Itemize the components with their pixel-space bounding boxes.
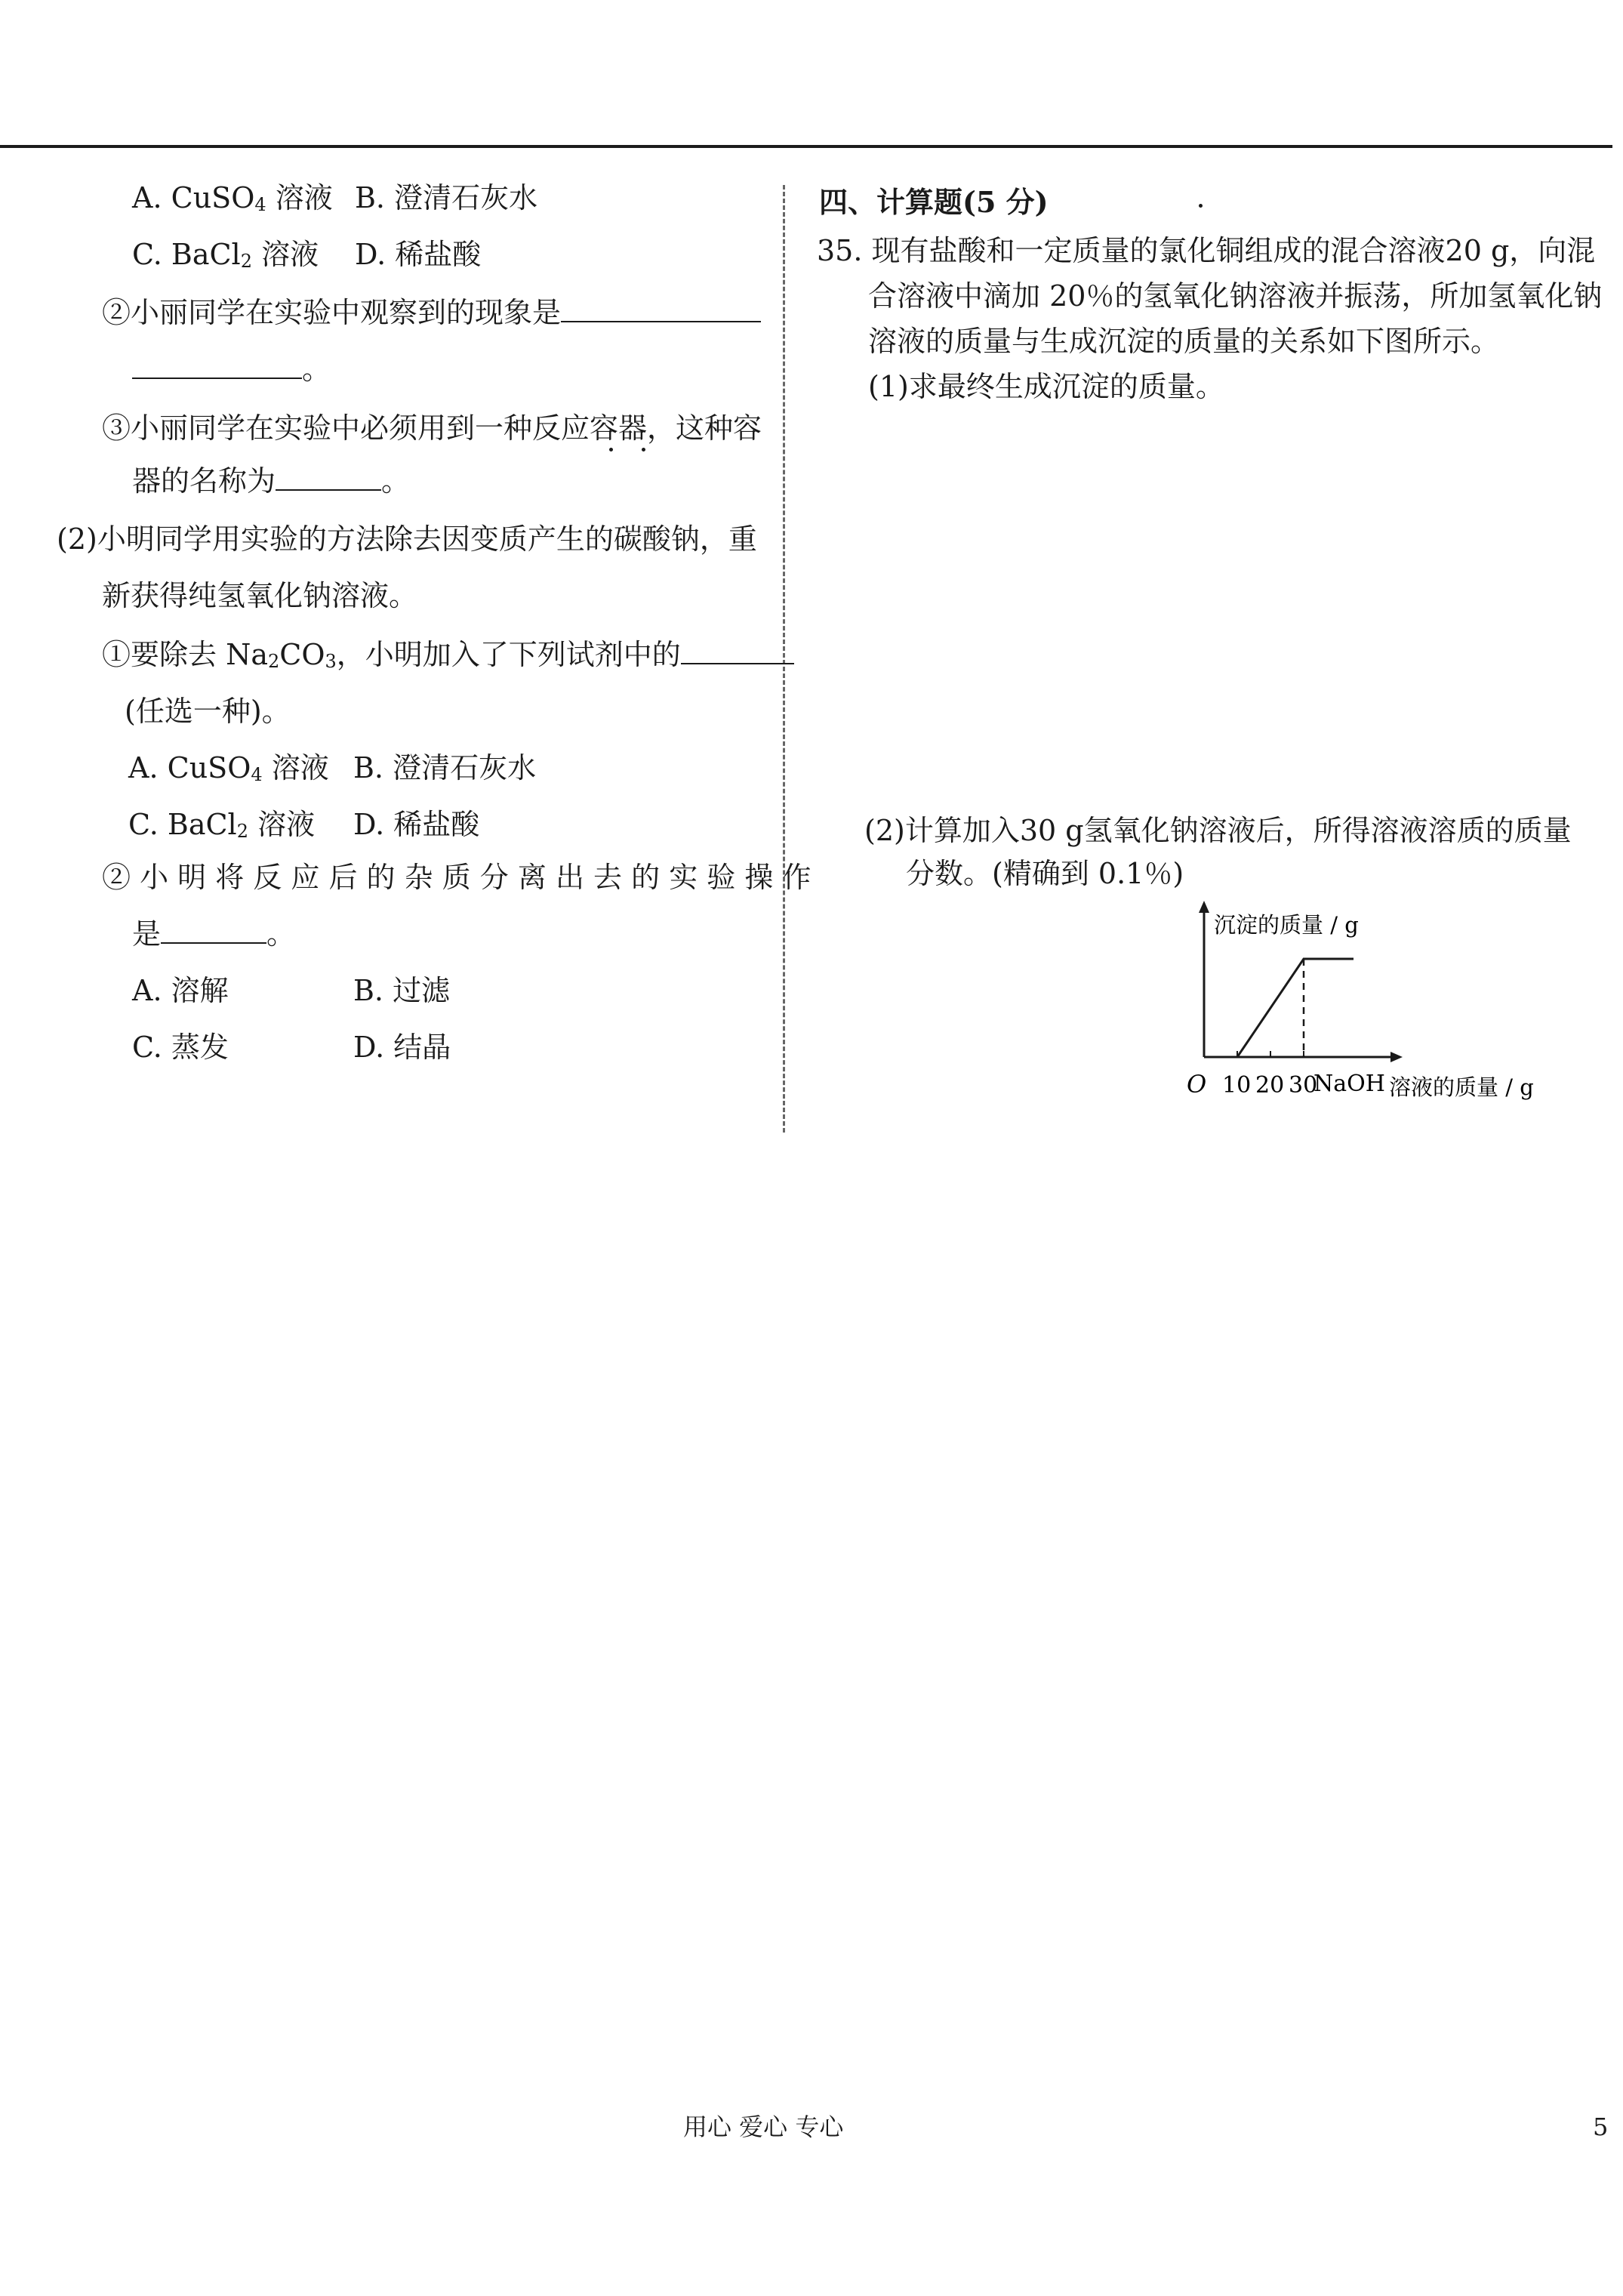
q1-option-d: D. 稀盐酸 (355, 238, 482, 271)
precipitate-line (1204, 959, 1354, 1057)
q35-part2-line2: 分数。(精确到 0.1％) (906, 857, 1184, 890)
y-axis-label: 沉淀的质量 / g (1214, 912, 1359, 938)
q1-3-continuation: 器的名称为 。 (132, 464, 411, 498)
stray-dot (1199, 204, 1203, 208)
q2-option-d: D. 稀盐酸 (353, 808, 480, 841)
q35-text-line1: 35. 现有盐酸和一定质量的氯化铜组成的混合溶液20 g，向混 (817, 234, 1596, 267)
q35-text-line2: 合溶液中滴加 20％的氢氧化钠溶液并振荡，所加氢氧化钠 (868, 279, 1603, 313)
x-axis-label: 溶液的质量 / g (1389, 1074, 1534, 1100)
q2-2-continuation: 是 。 (132, 917, 296, 951)
q1-option-a: A. CuSO$_4$ 溶液 (132, 181, 333, 215)
emphasis-dot (642, 448, 645, 451)
answer-blank[interactable] (276, 467, 381, 491)
y-axis-arrow (1199, 901, 1209, 913)
q35-text-line3: 溶液的质量与生成沉淀的质量的关系如下图所示。 (868, 325, 1500, 358)
header-rule (0, 145, 1612, 148)
q2-2-option-c: C. 蒸发 (132, 1031, 229, 1064)
answer-blank[interactable] (132, 355, 302, 379)
q2-2-option-a: A. 溶解 (132, 974, 229, 1007)
q35-part2-line1: (2)计算加入30 g氢氧化钠溶液后，所得溶液溶质的质量 (864, 814, 1572, 847)
x-tick-label: 20 (1255, 1072, 1285, 1099)
q35-part1: (1)求最终生成沉淀的质量。 (868, 370, 1224, 403)
q2-option-b: B. 澄清石灰水 (353, 751, 537, 784)
q2-option-c: C. BaCl$_2$ 溶液 (128, 808, 316, 842)
q2-2-option-b: B. 过滤 (353, 974, 451, 1007)
x-tick-label: 10 (1222, 1072, 1252, 1099)
q2-intro-continuation: 新获得纯氢氧化钠溶液。 (102, 579, 418, 612)
q2-1-continuation: (任选一种)。 (125, 695, 291, 728)
x-tick-label: 30 (1289, 1072, 1318, 1099)
q1-3-question: ③小丽同学在实验中必须用到一种反应容器，这种容 (102, 411, 762, 445)
answer-blank[interactable] (561, 298, 761, 322)
footer-motto: 用心 爱心 专心 (683, 2113, 844, 2141)
q2-2-question: ② 小 明 将 反 应 后 的 杂 质 分 离 出 去 的 实 验 操 作 (102, 861, 812, 894)
x-axis-label-formula: NaOH (1313, 1071, 1385, 1097)
q1-option-c: C. BaCl$_2$ 溶液 (132, 238, 319, 272)
page-number: 5 (1593, 2113, 1609, 2141)
origin-label: O (1187, 1070, 1207, 1099)
q2-option-a: A. CuSO$_4$ 溶液 (128, 751, 329, 785)
q1-2-continuation: 。 (132, 353, 331, 387)
q2-intro: (2)小明同学用实验的方法除去因变质产生的碳酸钠，重 (57, 522, 757, 556)
precipitate-mass-chart (1178, 895, 1570, 1110)
answer-blank[interactable] (161, 920, 266, 944)
x-axis-arrow (1390, 1052, 1403, 1062)
emphasis-dot (609, 448, 613, 451)
section-title: 四、计算题(5 分) (819, 185, 1049, 219)
q1-2-question: ②小丽同学在实验中观察到的现象是 (102, 296, 761, 331)
answer-blank[interactable] (681, 640, 794, 664)
q2-1-question: ①要除去 $Na_2CO_3$，小明加入了下列试剂中的 (102, 638, 794, 673)
q2-2-option-d: D. 结晶 (353, 1031, 451, 1064)
q1-option-b: B. 澄清石灰水 (355, 181, 538, 214)
